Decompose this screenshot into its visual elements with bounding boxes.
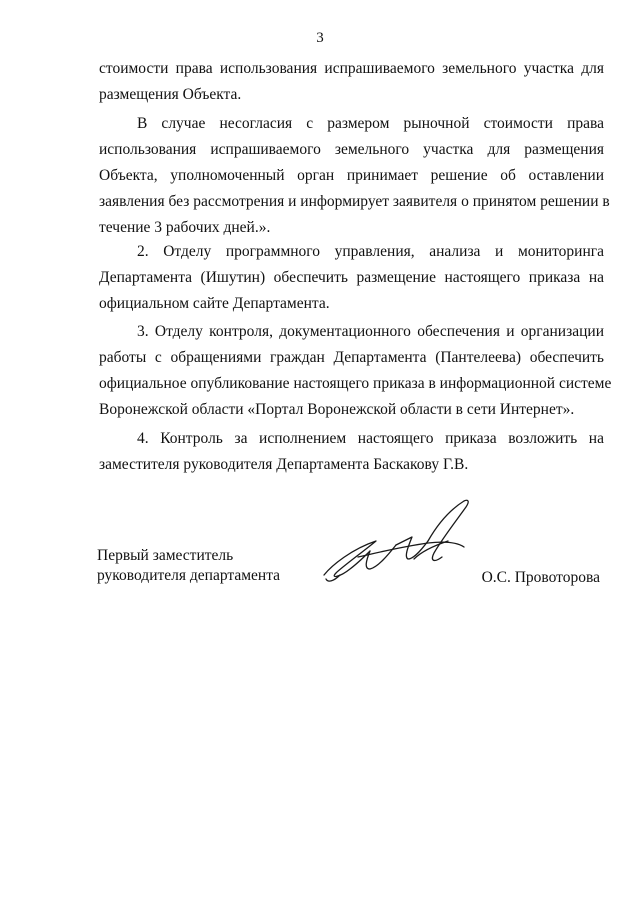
text-line: заявления без рассмотрения и информирует заявителя о принятом решении в: [99, 193, 610, 210]
text-line: использования испрашиваемого земельного участка для размещения: [99, 141, 604, 158]
signatory-position: руководителя департамента: [97, 567, 281, 584]
signatory-position: Первый заместитель: [97, 547, 234, 564]
text-line: Воронежской области «Портал Воронежской области в сети Интернет».: [99, 401, 575, 418]
signatory-name: О.С. Провоторова: [481, 569, 600, 586]
text-line: стоимости права использования испрашиваемого земельного участка для: [99, 60, 604, 77]
text-line: Объекта, уполномоченный орган принимает решение об оставлении: [99, 167, 604, 184]
text-line: В случае несогласия с размером рыночной стоимости права: [137, 115, 604, 132]
text-line: официальное опубликование настоящего приказа в информационной системе: [99, 375, 612, 392]
text-line: 3. Отделу контроля, документационного обеспечения и организации: [137, 323, 604, 340]
page-number: 3: [316, 30, 324, 46]
text-line: Департамента (Ишутин) обеспечить размещение настоящего приказа на: [99, 269, 604, 286]
text-line: 2. Отделу программного управления, анализа и мониторинга: [137, 243, 604, 260]
text-line: размещения Объекта.: [99, 86, 242, 103]
text-line: 4. Контроль за исполнением настоящего приказа возложить на: [137, 430, 604, 447]
text-line: заместителя руководителя Департамента Баскакову Г.В.: [99, 456, 469, 473]
text-line: официальном сайте Департамента.: [99, 295, 330, 312]
text-line: течение 3 рабочих дней.».: [99, 219, 271, 236]
handwritten-signature: [318, 497, 478, 587]
text-line: работы с обращениями граждан Департамента (Пантелеева) обеспечить: [99, 349, 604, 366]
